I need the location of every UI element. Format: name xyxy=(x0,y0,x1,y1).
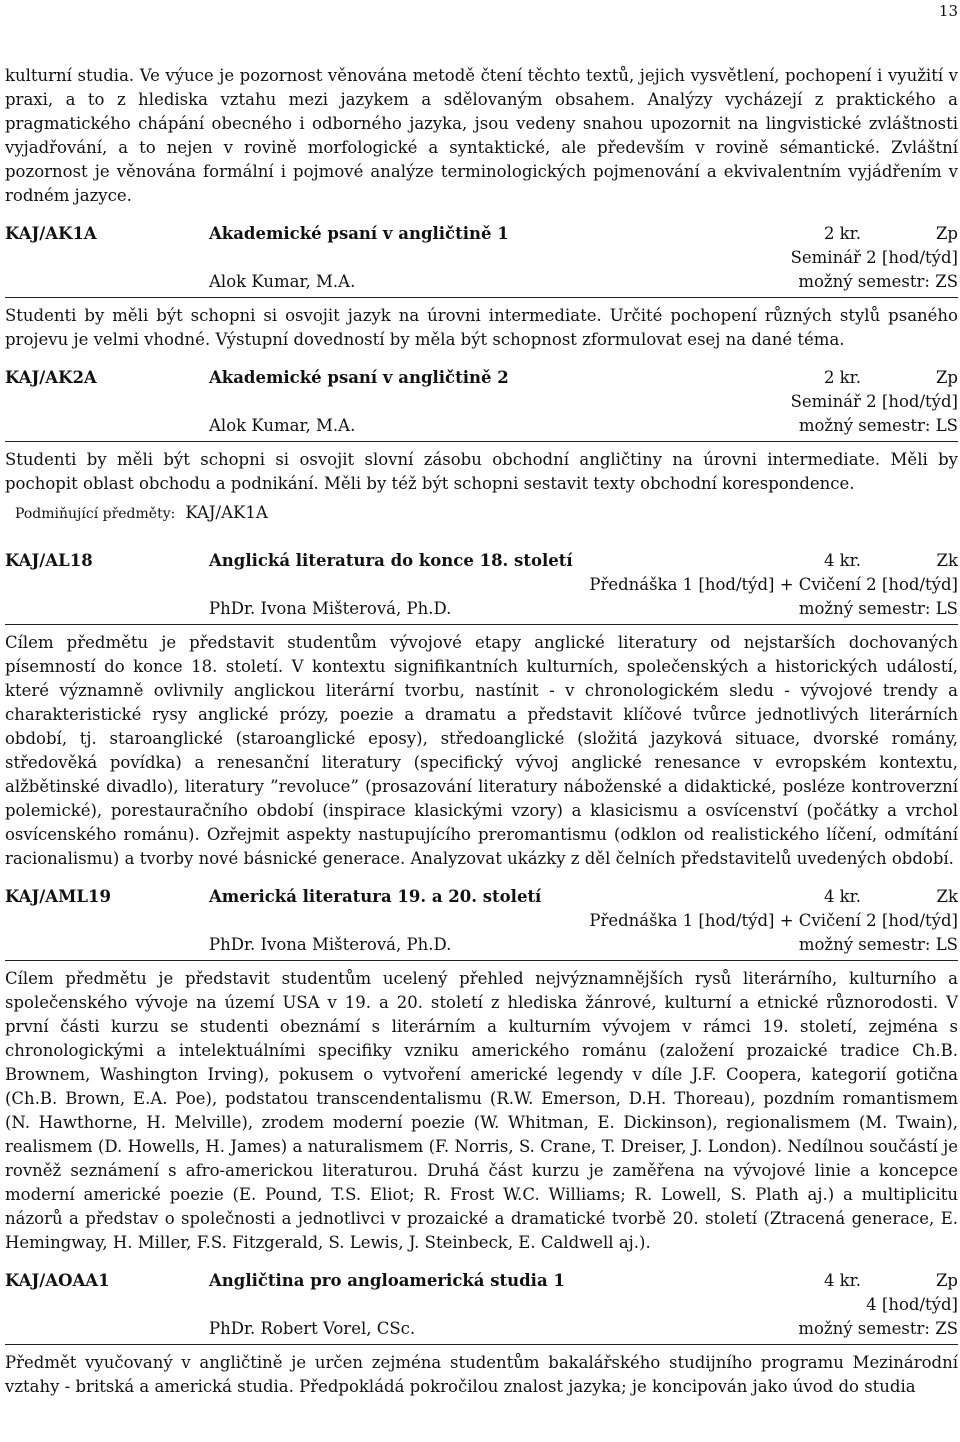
course-teacher: PhDr. Ivona Mišterová, Ph.D. xyxy=(209,935,452,954)
course-hours-row xyxy=(5,246,958,270)
course-title: Angličtina pro angloamerická studia 1 xyxy=(209,1271,565,1290)
course-header xyxy=(5,366,958,390)
course-semester: možný semestr: LS xyxy=(798,935,958,954)
course-header xyxy=(5,549,958,573)
intro-paragraph: kulturní studia. Ve výuce je pozornost věnována metodě čtení těchto textů, jejich vysvětlení, pochopení i využití v praxi, a to z hlediska vztahu mezi jazykem a sdělovaným obsahem. Analýzy vycházejí z praktického a pragmatického chápání obecného i odborného jazyka, jsou vedeny snahou upozornit na lingvistické zvláštnosti vyjadřování, a to nejen v rovině morfologické a syntaktické, ale především v rovině sémantické. Zvláštní pozornost je věnována formální i pojmové analýze terminologických pojmenování a ekvivalentním vyjádřením v rodném jazyce. xyxy=(5,66,958,205)
course-teacher: Alok Kumar, M.A. xyxy=(209,416,356,435)
prerequisites-label: Podmiňující předměty: xyxy=(15,506,176,522)
course-exam-type: Zp xyxy=(935,368,958,387)
course-exam-type: Zk xyxy=(936,551,958,570)
course-divider xyxy=(5,441,958,442)
course-entry xyxy=(5,885,958,1255)
course-hours: Přednáška 1 [hod/týd] + Cvičení 2 [hod/týd] xyxy=(589,575,958,594)
course-code: KAJ/AML19 xyxy=(5,887,111,906)
course-hours: Přednáška 1 [hod/týd] + Cvičení 2 [hod/týd] xyxy=(589,911,958,930)
course-teacher: PhDr. Ivona Mišterová, Ph.D. xyxy=(209,599,452,618)
course-code: KAJ/AK2A xyxy=(5,368,97,387)
course-teacher-row xyxy=(5,1317,958,1341)
course-description: Předmět vyučovaný v angličtině je určen zejména studentům bakalářského studijního programu Mezinárodní vztahy - britská a americká studia. Předpokládá pokročilou znalost jazyka; je koncipován jako úvod do studia xyxy=(5,1353,958,1396)
course-entry xyxy=(5,549,958,871)
course-entry xyxy=(5,366,958,527)
course-divider xyxy=(5,960,958,961)
course-title: Akademické psaní v angličtině 1 xyxy=(209,224,509,243)
course-credits: 4 kr. xyxy=(823,1271,861,1290)
course-credits: 4 kr. xyxy=(823,551,861,570)
course-hours: 4 [hod/týd] xyxy=(866,1295,958,1314)
course-credits: 4 kr. xyxy=(823,887,861,906)
course-teacher-row xyxy=(5,597,958,621)
course-title: Americká literatura 19. a 20. století xyxy=(209,887,542,906)
page-content xyxy=(5,64,958,1399)
course-code: KAJ/AL18 xyxy=(5,551,93,570)
course-divider xyxy=(5,1344,958,1345)
course-teacher-row xyxy=(5,414,958,438)
course-description: Cílem předmětu je představit studentům vývojové etapy anglické literatury od nejstarších dochovaných písemností do konce 18. století. V kontextu signifikantních kulturních, společenských a historických událostí, které významně ovlivnily anglickou literární tvorbu, nastínit - v chronologickém sledu - vývojové trendy a charakteristické rysy anglické prózy, poezie a dramatu a představit klíčové tvůrce jednotlivých literárních období, tj. staroanglické (staroanglické eposy), středoanglické (složitá jazyková situace, dvorské romány, středověká povídka) a renesanční literatury (specifický vývoj anglické renesance v evropském kontextu, alžbětinské divadlo), literatury ”revoluce” (prosazování literatury náboženské a didaktické, posléze kontroverzní polemické), porestauračního období (inspirace klasickými vzory) a klasicismu a osvícenství (počátky a vrchol osvícenského románu). Ozřejmit aspekty nastupujícího preromantismu (odklon od realistického líčení, odmítání racionalismu) a tvorby nové básnické generace. Analyzovat ukázky z děl čelních představitelů uvedených období. xyxy=(5,633,958,868)
course-prerequisites xyxy=(5,500,958,527)
course-entry xyxy=(5,1269,958,1399)
course-hours: Seminář 2 [hod/týd] xyxy=(790,248,958,267)
course-title: Anglická literatura do konce 18. století xyxy=(209,551,573,570)
course-exam-type: Zk xyxy=(936,887,958,906)
course-header xyxy=(5,222,958,246)
course-header xyxy=(5,1269,958,1293)
course-code: KAJ/AOAA1 xyxy=(5,1271,110,1290)
course-hours: Seminář 2 [hod/týd] xyxy=(790,392,958,411)
course-credits: 2 kr. xyxy=(823,224,861,243)
course-teacher: Alok Kumar, M.A. xyxy=(209,272,356,291)
course-hours-row xyxy=(5,1293,958,1317)
course-semester: možný semestr: LS xyxy=(798,599,958,618)
course-description: Studenti by měli být schopni si osvojit jazyk na úrovni intermediate. Určité pochopení různých stylů psaného projevu je velmi vhodné. Výstupní dovedností by měla být schopnost zformulovat esej na dané téma. xyxy=(5,306,958,349)
page-number: 13 xyxy=(938,2,958,20)
course-divider xyxy=(5,624,958,625)
prerequisites-value: KAJ/AK1A xyxy=(185,503,268,522)
course-divider xyxy=(5,297,958,298)
course-credits: 2 kr. xyxy=(823,368,861,387)
course-entry xyxy=(5,222,958,352)
course-hours-row xyxy=(5,573,958,597)
course-hours-row xyxy=(5,390,958,414)
course-semester: možný semestr: ZS xyxy=(798,272,958,291)
course-exam-type: Zp xyxy=(935,1271,958,1290)
course-teacher-row xyxy=(5,270,958,294)
course-description: Cílem předmětu je představit studentům ucelený přehled nejvýznamnějších rysů literárního, kulturního a společenského vývoje na území USA v 19. a 20. století z hlediska žánrové, kulturní a etnické různorodosti. V první části kurzu se studenti obeznámí s literárním a kulturním vývojem v rámci 19. století, zejména s chronologickými a intelektuálními specifiky vzniku amerického románu (založení prozaické tradice Ch.B. Brownem, Washington Irving), pokusem o vytvoření americké legendy v díle J.F. Coopera, kategorií gotična (Ch.B. Brown, E.A. Poe), podstatou transcendentalismu (R.W. Emerson, D.H. Thoreau), pozdním romantismem (N. Hawthorne, H. Melville), zrodem moderní poezie (W. Whitman, E. Dickinson), regionalismem (M. Twain), realismem (D. Howells, H. James) a naturalismem (F. Norris, S. Crane, T. Dreiser, J. London). Nedílnou součástí je rovněž seznámení s afro-americkou literaturou. Druhá část kurzu je zaměřena na vývojové linie a koncepce moderní americké poezie (E. Pound, T.S. Eliot; R. Frost W.C. Williams; R. Lowell, S. Plath aj.) a multiplicitu názorů a představ o společnosti a jednotlivci v prozaické a dramatické tvorbě 20. století (Ztracená generace, E. Hemingway, H. Miller, F.S. Fitzgerald, S. Lewis, J. Steinbeck, E. Caldwell aj.). xyxy=(5,969,958,1252)
course-semester: možný semestr: LS xyxy=(798,416,958,435)
course-header xyxy=(5,885,958,909)
course-teacher: PhDr. Robert Vorel, CSc. xyxy=(209,1319,416,1338)
course-description: Studenti by měli být schopni si osvojit slovní zásobu obchodní angličtiny na úrovni intermediate. Měli by pochopit oblast obchodu a podnikání. Měli by též být schopni sestavit texty obchodní korespondence. xyxy=(5,450,958,493)
course-exam-type: Zp xyxy=(935,224,958,243)
course-title: Akademické psaní v angličtině 2 xyxy=(209,368,509,387)
course-hours-row xyxy=(5,909,958,933)
course-teacher-row xyxy=(5,933,958,957)
course-code: KAJ/AK1A xyxy=(5,224,97,243)
course-semester: možný semestr: ZS xyxy=(798,1319,958,1338)
